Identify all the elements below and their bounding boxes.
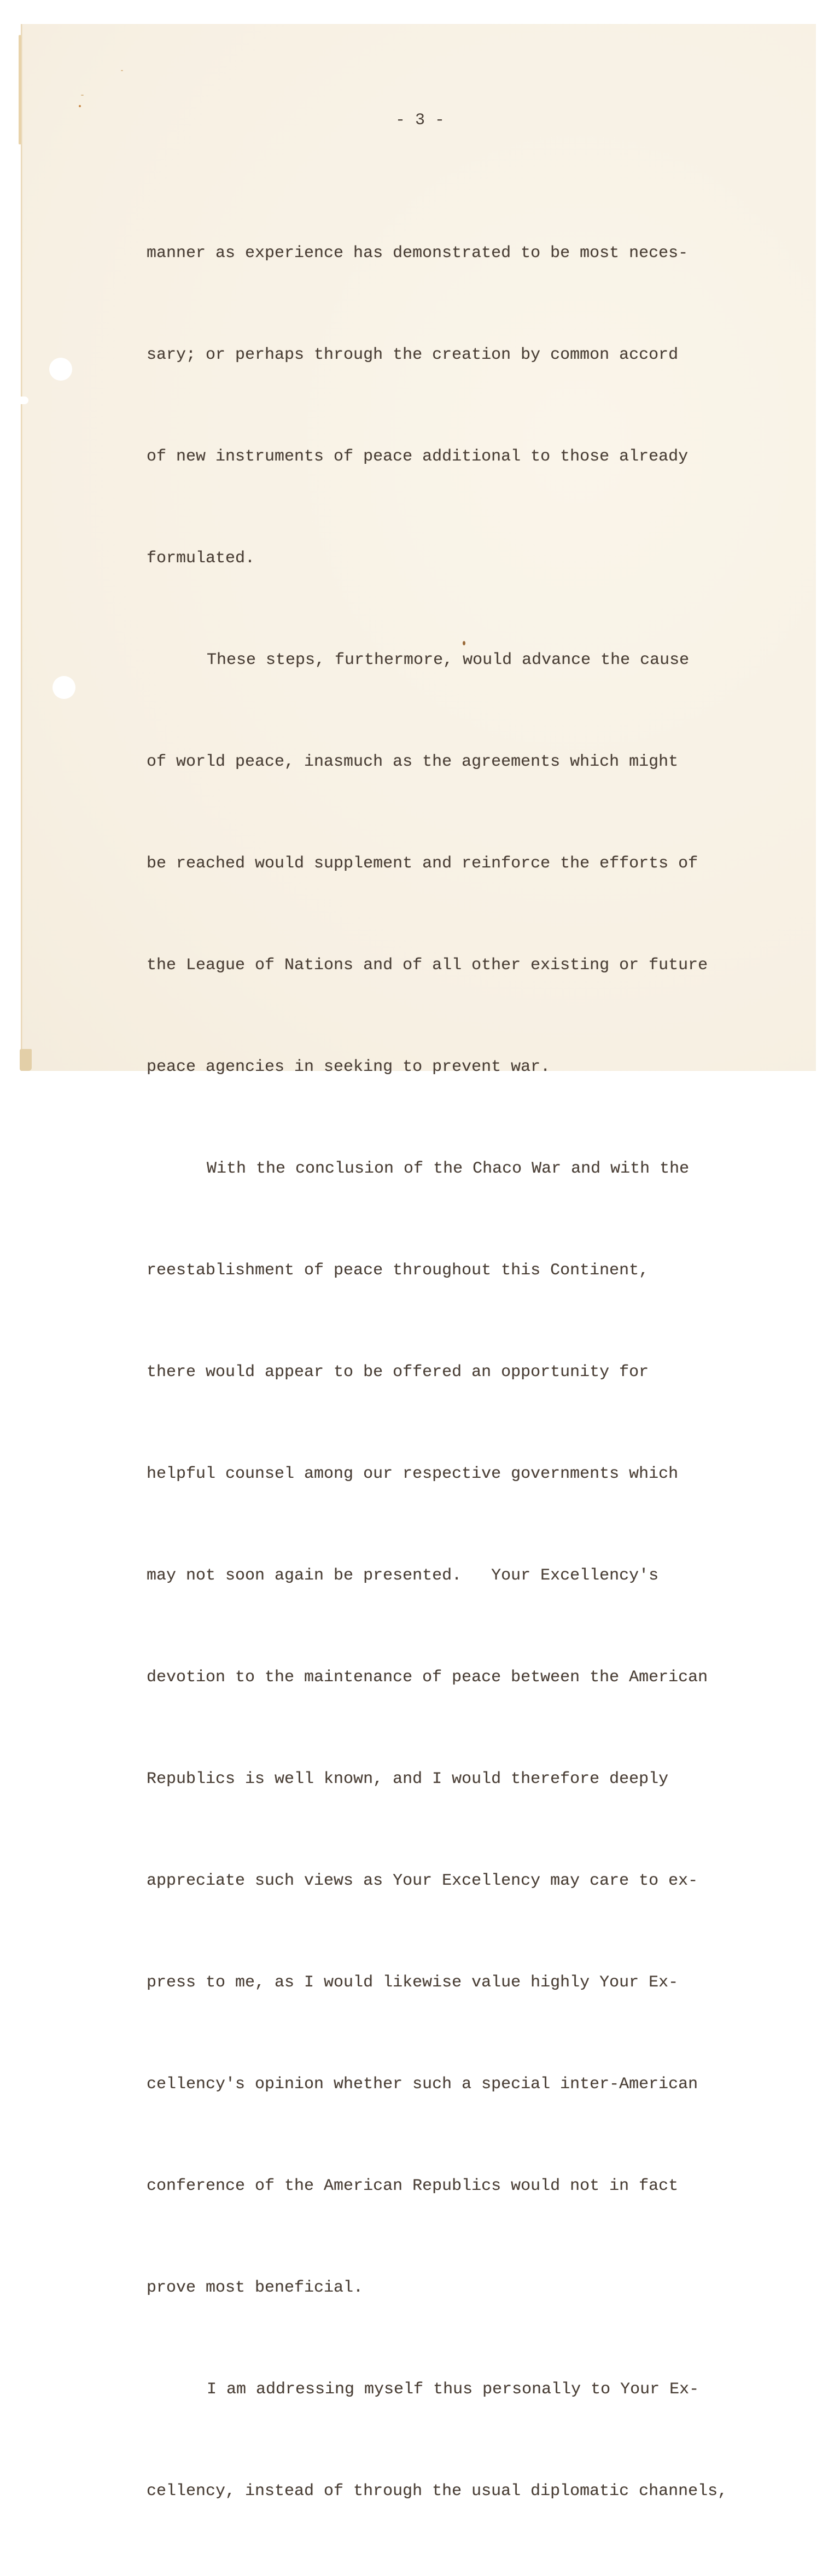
text-line: Republics is well known, and I would therefore deeply (147, 1770, 669, 1788)
text-line: peace agencies in seeking to prevent war. (147, 1058, 551, 1076)
punch-hole (49, 358, 72, 381)
text-line: formulated. (147, 549, 255, 568)
text-line: I am addressing myself thus personally to Your Ex- (207, 2380, 699, 2399)
text-line: may not soon again be presented. Your Excellency's (147, 1566, 659, 1585)
text-line: manner as experience has demonstrated to be most neces- (147, 244, 689, 263)
text-line: cellency's opinion whether such a special inter-American (147, 2075, 698, 2094)
paper-speck (121, 70, 123, 71)
paper-speck (81, 95, 84, 96)
punch-hole (52, 676, 75, 699)
text-line: the League of Nations and of all other existing or future (147, 956, 708, 975)
text-line: reestablishment of peace throughout this Continent, (147, 1261, 649, 1280)
text-line: cellency, instead of through the usual diplomatic channels, (147, 2482, 728, 2501)
text-line: With the conclusion of the Chaco War and with the (207, 1159, 690, 1178)
text-line: prove most beneficial. (147, 2278, 364, 2297)
text-line: conference of the American Republics would not in fact (147, 2177, 679, 2195)
text-line: These steps, furthermore, would advance the cause (207, 651, 690, 669)
text-line: sary; or perhaps through the creation by common accord (147, 346, 679, 364)
edge-notch (21, 397, 28, 404)
text-line: be reached would supplement and reinforce the efforts of (147, 854, 698, 873)
text-line: press to me, as I would likewise value highly Your Ex- (147, 1973, 679, 1992)
text-line: of new instruments of peace additional to those already (147, 447, 689, 466)
text-line: there would appear to be offered an opportunity for (147, 1363, 649, 1382)
text-line: appreciate such views as Your Excellency may care to ex- (147, 1872, 698, 1890)
text-line: of world peace, inasmuch as the agreements which might (147, 753, 679, 771)
text-line: helpful counsel among our respective governments which (147, 1465, 679, 1483)
text-line: devotion to the maintenance of peace between the American (147, 1668, 708, 1687)
letter-body (147, 168, 727, 2576)
page-number: - 3 - (395, 111, 445, 130)
torn-corner (20, 1049, 32, 1071)
